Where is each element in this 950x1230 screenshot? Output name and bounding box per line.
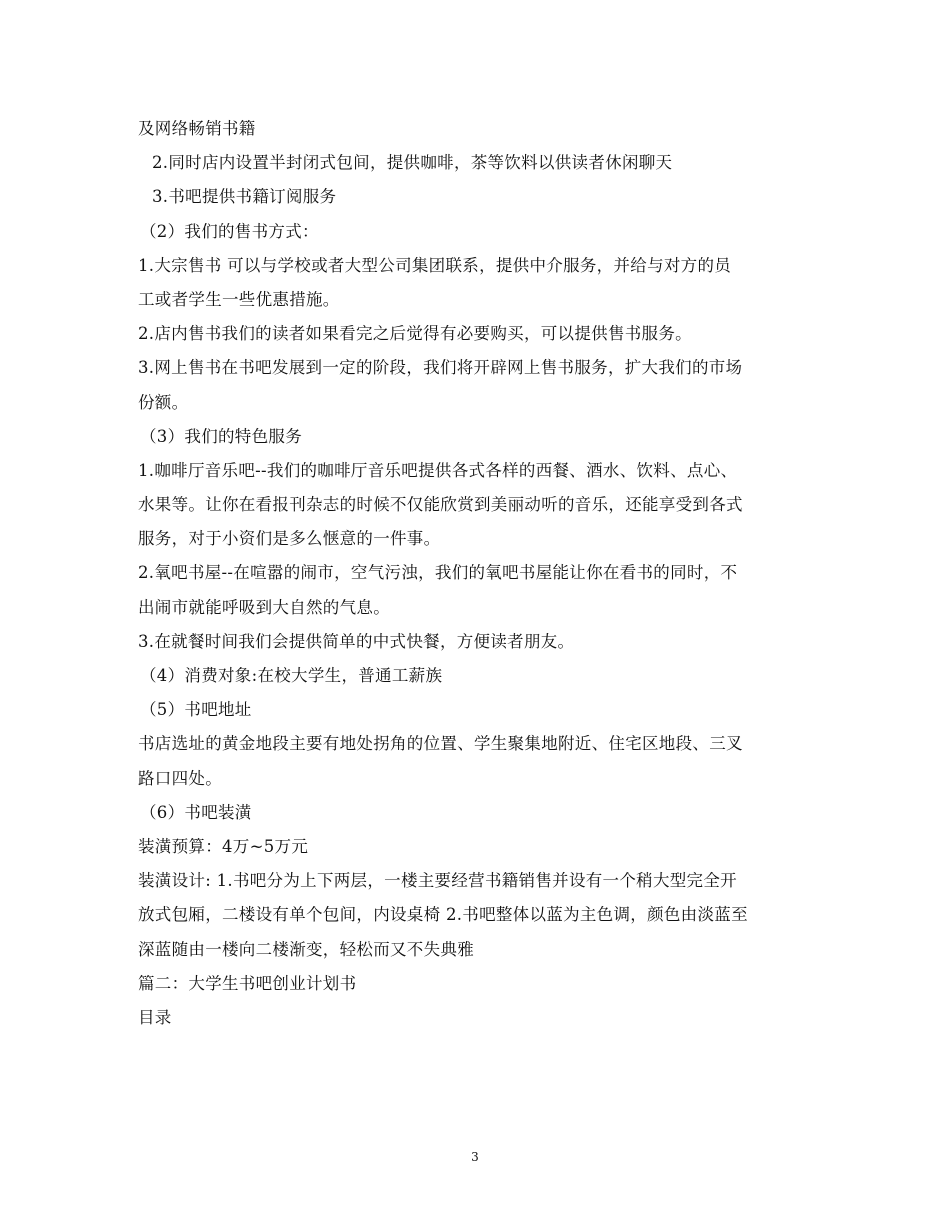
text-line: 水果等。让你在看报刊杂志的时候不仅能欣赏到美丽动听的音乐，还能享受到各式 [138, 495, 743, 515]
text-line: 服务，对于小资们是多么惬意的一件事。 [138, 529, 441, 549]
section-heading: （3）我们的特色服务 [140, 426, 302, 446]
text-line: 2.氧吧书屋--在喧嚣的闹市，空气污浊，我们的氧吧书屋能让你在看书的同时，不 [138, 563, 738, 583]
text-line: 1.咖啡厅音乐吧--我们的咖啡厅音乐吧提供各式各样的西餐、酒水、饮料、点心、 [138, 460, 738, 480]
section-heading: （5）书吧地址 [140, 700, 252, 720]
text-line: 1.大宗售书 可以与学校或者大型公司集团联系，提供中介服务，并给与对方的员 [138, 255, 732, 275]
text-line: 装潢设计: 1.书吧分为上下两层，一楼主要经营书籍销售并设有一个稍大型完全开 [138, 871, 737, 891]
text-line: 路口四处。 [138, 768, 222, 788]
text-line: 装潢预算：4万~5万元 [138, 836, 309, 856]
text-line: 3.网上售书在书吧发展到一定的阶段，我们将开辟网上售书服务，扩大我们的市场 [138, 358, 743, 378]
text-line: 书店选址的黄金地段主要有地处拐角的位置、学生聚集地附近、住宅区地段、三叉 [138, 734, 743, 754]
section-heading: （6）书吧装潢 [140, 802, 252, 822]
text-line: 工或者学生一些优惠措施。 [138, 289, 340, 309]
text-line: 放式包厢，二楼设有单个包间，内设桌椅 2.书吧整体以蓝为主色调，颜色由淡蓝至 [138, 905, 748, 925]
chapter-title: 篇二：大学生书吧创业计划书 [138, 973, 357, 993]
section-heading: （4）消费对象:在校大学生，普通工薪族 [140, 666, 443, 685]
text-line: 出闹市就能呼吸到大自然的气息。 [138, 597, 390, 617]
page-number: 3 [471, 1150, 479, 1164]
text-line: 2.同时店内设置半封闭式包间，提供咖啡，茶等饮料以供读者休闲聊天 [152, 153, 673, 173]
text-line: 深蓝随由一楼向二楼渐变，轻松而又不失典雅 [138, 939, 474, 959]
text-line: 及网络畅销书籍 [138, 119, 256, 138]
toc-heading: 目录 [138, 1007, 172, 1027]
body-text [138, 112, 818, 1035]
text-line: 份额。 [138, 392, 189, 412]
text-line: 3.在就餐时间我们会提供简单的中式快餐，方便读者朋友。 [138, 631, 575, 651]
text-line: 3.书吧提供书籍订阅服务 [152, 187, 337, 207]
text-line: 2.店内售书我们的读者如果看完之后觉得有必要购买，可以提供售书服务。 [138, 324, 692, 344]
section-heading: （2）我们的售书方式： [140, 221, 319, 241]
